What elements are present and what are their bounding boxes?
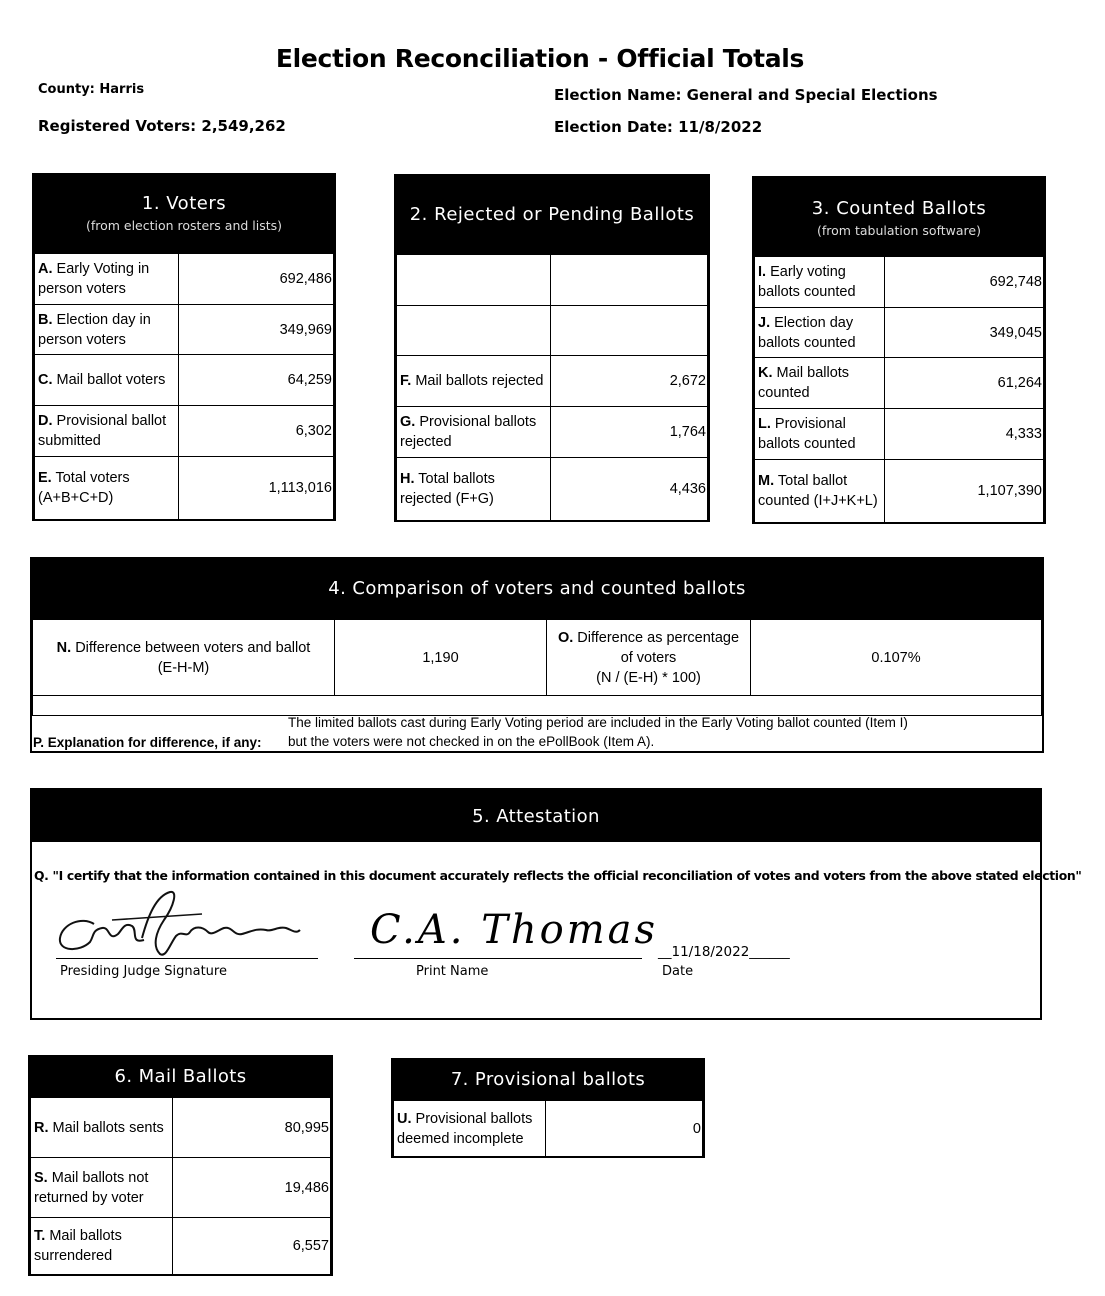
o-key: O. xyxy=(557,629,574,646)
rejected-table xyxy=(396,254,708,521)
table-row xyxy=(755,409,1044,460)
n-value: 1,190 xyxy=(335,620,547,696)
county-label: County: Harris xyxy=(38,82,145,97)
row-value: 692,486 xyxy=(179,254,334,305)
row-key: S. xyxy=(34,1169,48,1186)
mail-section xyxy=(28,1055,333,1276)
row-value: 80,995 xyxy=(173,1098,331,1158)
row-value: 6,302 xyxy=(179,406,334,457)
row-value: 0 xyxy=(546,1101,703,1157)
row-label: Mail ballots sents xyxy=(52,1119,164,1136)
p-text-line: The limited ballots cast during Early Voting period are included in the Early Voting ballot counted (Item I) xyxy=(288,715,908,730)
signature-line xyxy=(56,958,318,959)
row-key: H. xyxy=(400,471,415,487)
row-label: Provisional ballots counted xyxy=(758,416,856,452)
rejected-title: 2. Rejected or Pending Ballots xyxy=(409,204,695,225)
table-row xyxy=(397,407,708,458)
p-explanation xyxy=(288,713,908,751)
attestation-title: 5. Attestation xyxy=(32,790,1040,842)
row-key: E. xyxy=(38,470,52,486)
print-name: C.A. Thomas xyxy=(370,907,659,953)
voters-title: 1. Voters xyxy=(141,193,227,214)
row-key: K. xyxy=(758,365,773,381)
row-value: 349,969 xyxy=(179,305,334,355)
provisional-title: 7. Provisional ballots xyxy=(393,1060,703,1100)
p-text-line: but the voters were not checked in on the ePollBook (Item A). xyxy=(288,734,655,749)
row-value: 19,486 xyxy=(173,1158,331,1218)
table-row xyxy=(397,458,708,521)
row-label: Early Voting in person voters xyxy=(38,261,150,297)
row-value: 6,557 xyxy=(173,1218,331,1275)
table-row xyxy=(31,1098,331,1158)
comparison-title: 4. Comparison of voters and counted ballots xyxy=(32,559,1042,619)
comparison-section xyxy=(30,557,1044,753)
table-row xyxy=(35,406,334,457)
row-key: G. xyxy=(400,414,416,430)
table-row xyxy=(31,1158,331,1218)
row-key: J. xyxy=(758,314,771,331)
row-value: 1,113,016 xyxy=(179,457,334,520)
registered-voters: Registered Voters: 2,549,262 xyxy=(38,117,286,135)
row-value: 4,436 xyxy=(551,458,708,521)
rejected-section xyxy=(394,174,710,522)
row-value: 1,764 xyxy=(551,407,708,458)
row-label: Mail ballots counted xyxy=(758,365,850,401)
mail-title: 6. Mail Ballots xyxy=(30,1057,331,1097)
row-key: U. xyxy=(397,1110,412,1127)
date-caption: Date xyxy=(662,964,694,979)
row-label: Mail ballots not returned by voter xyxy=(34,1169,149,1206)
signature-image xyxy=(52,886,312,964)
row-label: Total voters (A+B+C+D) xyxy=(38,470,130,506)
counted-subtitle: (from tabulation software) xyxy=(817,223,981,238)
signature-caption: Presiding Judge Signature xyxy=(60,964,227,979)
row-key: R. xyxy=(34,1119,49,1136)
row-label: Election day ballots counted xyxy=(758,314,856,351)
counted-title: 3. Counted Ballots xyxy=(811,198,987,219)
n-key: N. xyxy=(56,639,72,656)
attestation-statement: Q. "I certify that the information contained in this document accurately reflects the official reconciliation of votes and voters from the above stated election" xyxy=(34,868,1082,883)
row-label: Provisional ballot submitted xyxy=(38,413,167,449)
row-key: D. xyxy=(38,413,53,429)
row-value: 4,333 xyxy=(885,409,1044,460)
row-label: Provisional ballots deemed incomplete xyxy=(397,1110,533,1147)
o-value: 0.107% xyxy=(751,620,1042,696)
table-row xyxy=(31,1218,331,1275)
table-row xyxy=(35,305,334,355)
row-label: Mail ballots surrendered xyxy=(34,1228,122,1264)
table-row xyxy=(755,358,1044,409)
date-value: __11/18/2022______ xyxy=(658,944,790,960)
print-name-caption: Print Name xyxy=(416,964,489,979)
o-formula: (N / (E-H) * 100) xyxy=(596,669,701,686)
provisional-section xyxy=(391,1058,705,1158)
voters-subtitle: (from election rosters and lists) xyxy=(85,218,283,233)
row-key: B. xyxy=(38,311,53,328)
counted-table xyxy=(754,256,1044,523)
print-name-line xyxy=(354,958,642,959)
election-date: Election Date: 11/8/2022 xyxy=(554,118,763,136)
attestation-section xyxy=(30,788,1082,1020)
page-title: Election Reconciliation - Official Totals xyxy=(275,44,805,73)
row-value: 2,672 xyxy=(551,356,708,407)
mail-table xyxy=(30,1097,331,1275)
table-row xyxy=(397,306,708,356)
table-row xyxy=(755,308,1044,358)
comparison-table xyxy=(32,619,1042,716)
row-label: Election day in person voters xyxy=(38,311,151,348)
provisional-table xyxy=(393,1100,703,1157)
row-label: Early voting ballots counted xyxy=(758,264,856,300)
row-value: 61,264 xyxy=(885,358,1044,409)
o-label: Difference as percentage of voters xyxy=(577,629,740,666)
row-key: F. xyxy=(400,373,412,389)
row-label: Mail ballot voters xyxy=(56,372,166,388)
row-key: A. xyxy=(38,261,53,277)
row-label: Mail ballots rejected xyxy=(415,373,544,389)
counted-section xyxy=(752,176,1046,524)
row-key: C. xyxy=(38,372,53,388)
table-row xyxy=(755,460,1044,523)
row-value: 1,107,390 xyxy=(885,460,1044,523)
table-row xyxy=(394,1101,703,1157)
table-row xyxy=(35,355,334,406)
table-row xyxy=(35,457,334,520)
voters-table xyxy=(34,253,334,520)
voters-section xyxy=(32,173,336,521)
row-value: 692,748 xyxy=(885,257,1044,308)
row-key: L. xyxy=(758,416,771,432)
row-key: T. xyxy=(34,1228,46,1244)
row-label: Total ballot counted (I+J+K+L) xyxy=(758,473,878,509)
table-row xyxy=(755,257,1044,308)
table-row xyxy=(35,254,334,305)
n-label: Difference between voters and ballot xyxy=(75,639,311,656)
row-label: Provisional ballots rejected xyxy=(400,414,537,450)
row-value: 64,259 xyxy=(179,355,334,406)
election-name: Election Name: General and Special Elections xyxy=(554,86,938,104)
row-value: 349,045 xyxy=(885,308,1044,358)
p-label: P. Explanation for difference, if any: xyxy=(33,735,262,750)
table-row xyxy=(397,255,708,306)
n-formula: (E-H-M) xyxy=(157,659,210,676)
row-key: I. xyxy=(758,264,767,280)
row-label: Total ballots rejected (F+G) xyxy=(400,471,495,507)
table-row xyxy=(33,620,1042,696)
row-key: M. xyxy=(758,473,775,489)
table-row xyxy=(397,356,708,407)
